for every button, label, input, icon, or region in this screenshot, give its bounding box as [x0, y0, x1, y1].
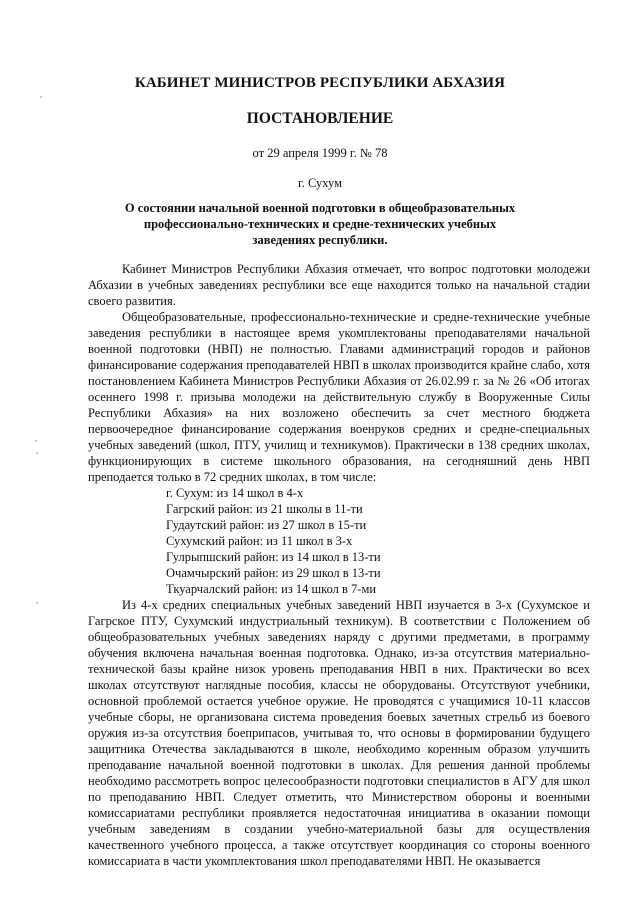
- scan-speck: [35, 440, 37, 442]
- district-item: Очамчырский район: из 29 школ в 13-ти: [166, 566, 381, 580]
- subject-line: профессионально-технических и средне-технических учебных: [143, 217, 497, 231]
- subject-line: О состоянии начальной военной подготовки в общеобразовательных: [124, 201, 516, 215]
- scan-speck: [36, 452, 38, 454]
- body-paragraph: Из 4-х средних специальных учебных заведений НВП изучается в 3-х (Сухумское и Гагрское ПТУ, Сухумский индустриальный техникум). В соответствии с Положением об общеобразовательных учебных заведениях наряду с другими предметами, в программу обучения включена начальная военная подготовка. Однако, из-за отсутствия материально-технической базы крайне низок уровень преподавания НВП в них. Практически во всех школах отсутствуют наглядные пособия, классы не оборудованы. Отсутствуют учебники, основной проблемой остается учебное оружие. Не проводятся с учащимися 10-11 классов учебные сборы, не организована система проведения боевых зачетных стрельб из боевого оружия из-за отсутствия боеприпасов, учитывая то, что основы в формировании будущего защитника Отечества закладываются в школе, необходимо коренным образом улучшить преподавание начальной военной подготовки в школах. Для решения данной проблемы необходимо рассмотреть вопрос целесообразности подготовки специалистов в АГУ для школ по преподаванию НВП. Следует отметить, что Министерством обороны и военными комиссариатами республики проявляется недостаточная инициатива в оказании помощи учебным заведениям в создании учебно-материальной базы для осуществления качественного учебного процесса, а также отсутствует координация со стороны военного комиссариата в части укомплектования школ преподавателями НВП. Не оказывается: [88, 598, 590, 868]
- place-line: г. Сухум: [297, 176, 342, 190]
- district-item: Ткуарчалский район: из 14 школ в 7-ми: [166, 582, 377, 596]
- organization-heading: КАБИНЕТ МИНИСТРОВ РЕСПУБЛИКИ АБХАЗИЯ: [134, 75, 506, 91]
- body-paragraph: Кабинет Министров Республики Абхазия отмечает, что вопрос подготовки молодежи Абхазии в учебных заведениях республики все еще находится только на начальной стадии своего развития.: [88, 262, 590, 308]
- district-item: Гагрский район: из 21 школы в 11-ти: [166, 502, 363, 516]
- scan-speck: [40, 96, 42, 98]
- district-item: г. Сухум: из 14 школ в 4-х: [166, 486, 304, 500]
- subject-heading: [120, 200, 520, 248]
- district-item: Гудаутский район: из 27 школ в 15-ти: [166, 518, 367, 532]
- district-list: [88, 485, 590, 597]
- document-body: [88, 261, 590, 869]
- scan-speck: [36, 602, 38, 604]
- district-item: Гулрыпшский район: из 14 школ в 13-ти: [166, 550, 381, 564]
- document-type-heading: ПОСТАНОВЛЕНИЕ: [246, 110, 394, 127]
- subject-line: заведениях республики.: [252, 233, 388, 247]
- date-number-line: от 29 апреля 1999 г. № 78: [252, 146, 388, 160]
- body-paragraph: Общеобразовательные, профессионально-технические и средне-технические учебные заведения республики в настоящее время укомплектованы преподавателями начальной военной подготовки (НВП) не полностью. Главами администраций городов и районов финансирование содержания преподавателей НВП в школах производится крайне слабо, хотя постановлением Кабинета Министров Республики Абхазия от 26.02.99 г. за № 26 «Об итогах осеннего 1998 г. призыва молодежи на действительную службу в Вооруженные Силы Республики Абхазия» на них возложено обеспечить за счет местного бюджета первоочередное финансирование содержания военруков средних и средне-специальных учебных заведений (школ, ПТУ, училищ и техникумов). Практически в 138 средних школах, функционирующих в системе школьного образования, на сегодняшний день НВП преподается только в 72 средних школах, в том числе:: [88, 310, 590, 484]
- district-item: Сухумский район: из 11 школ в 3-х: [166, 534, 353, 548]
